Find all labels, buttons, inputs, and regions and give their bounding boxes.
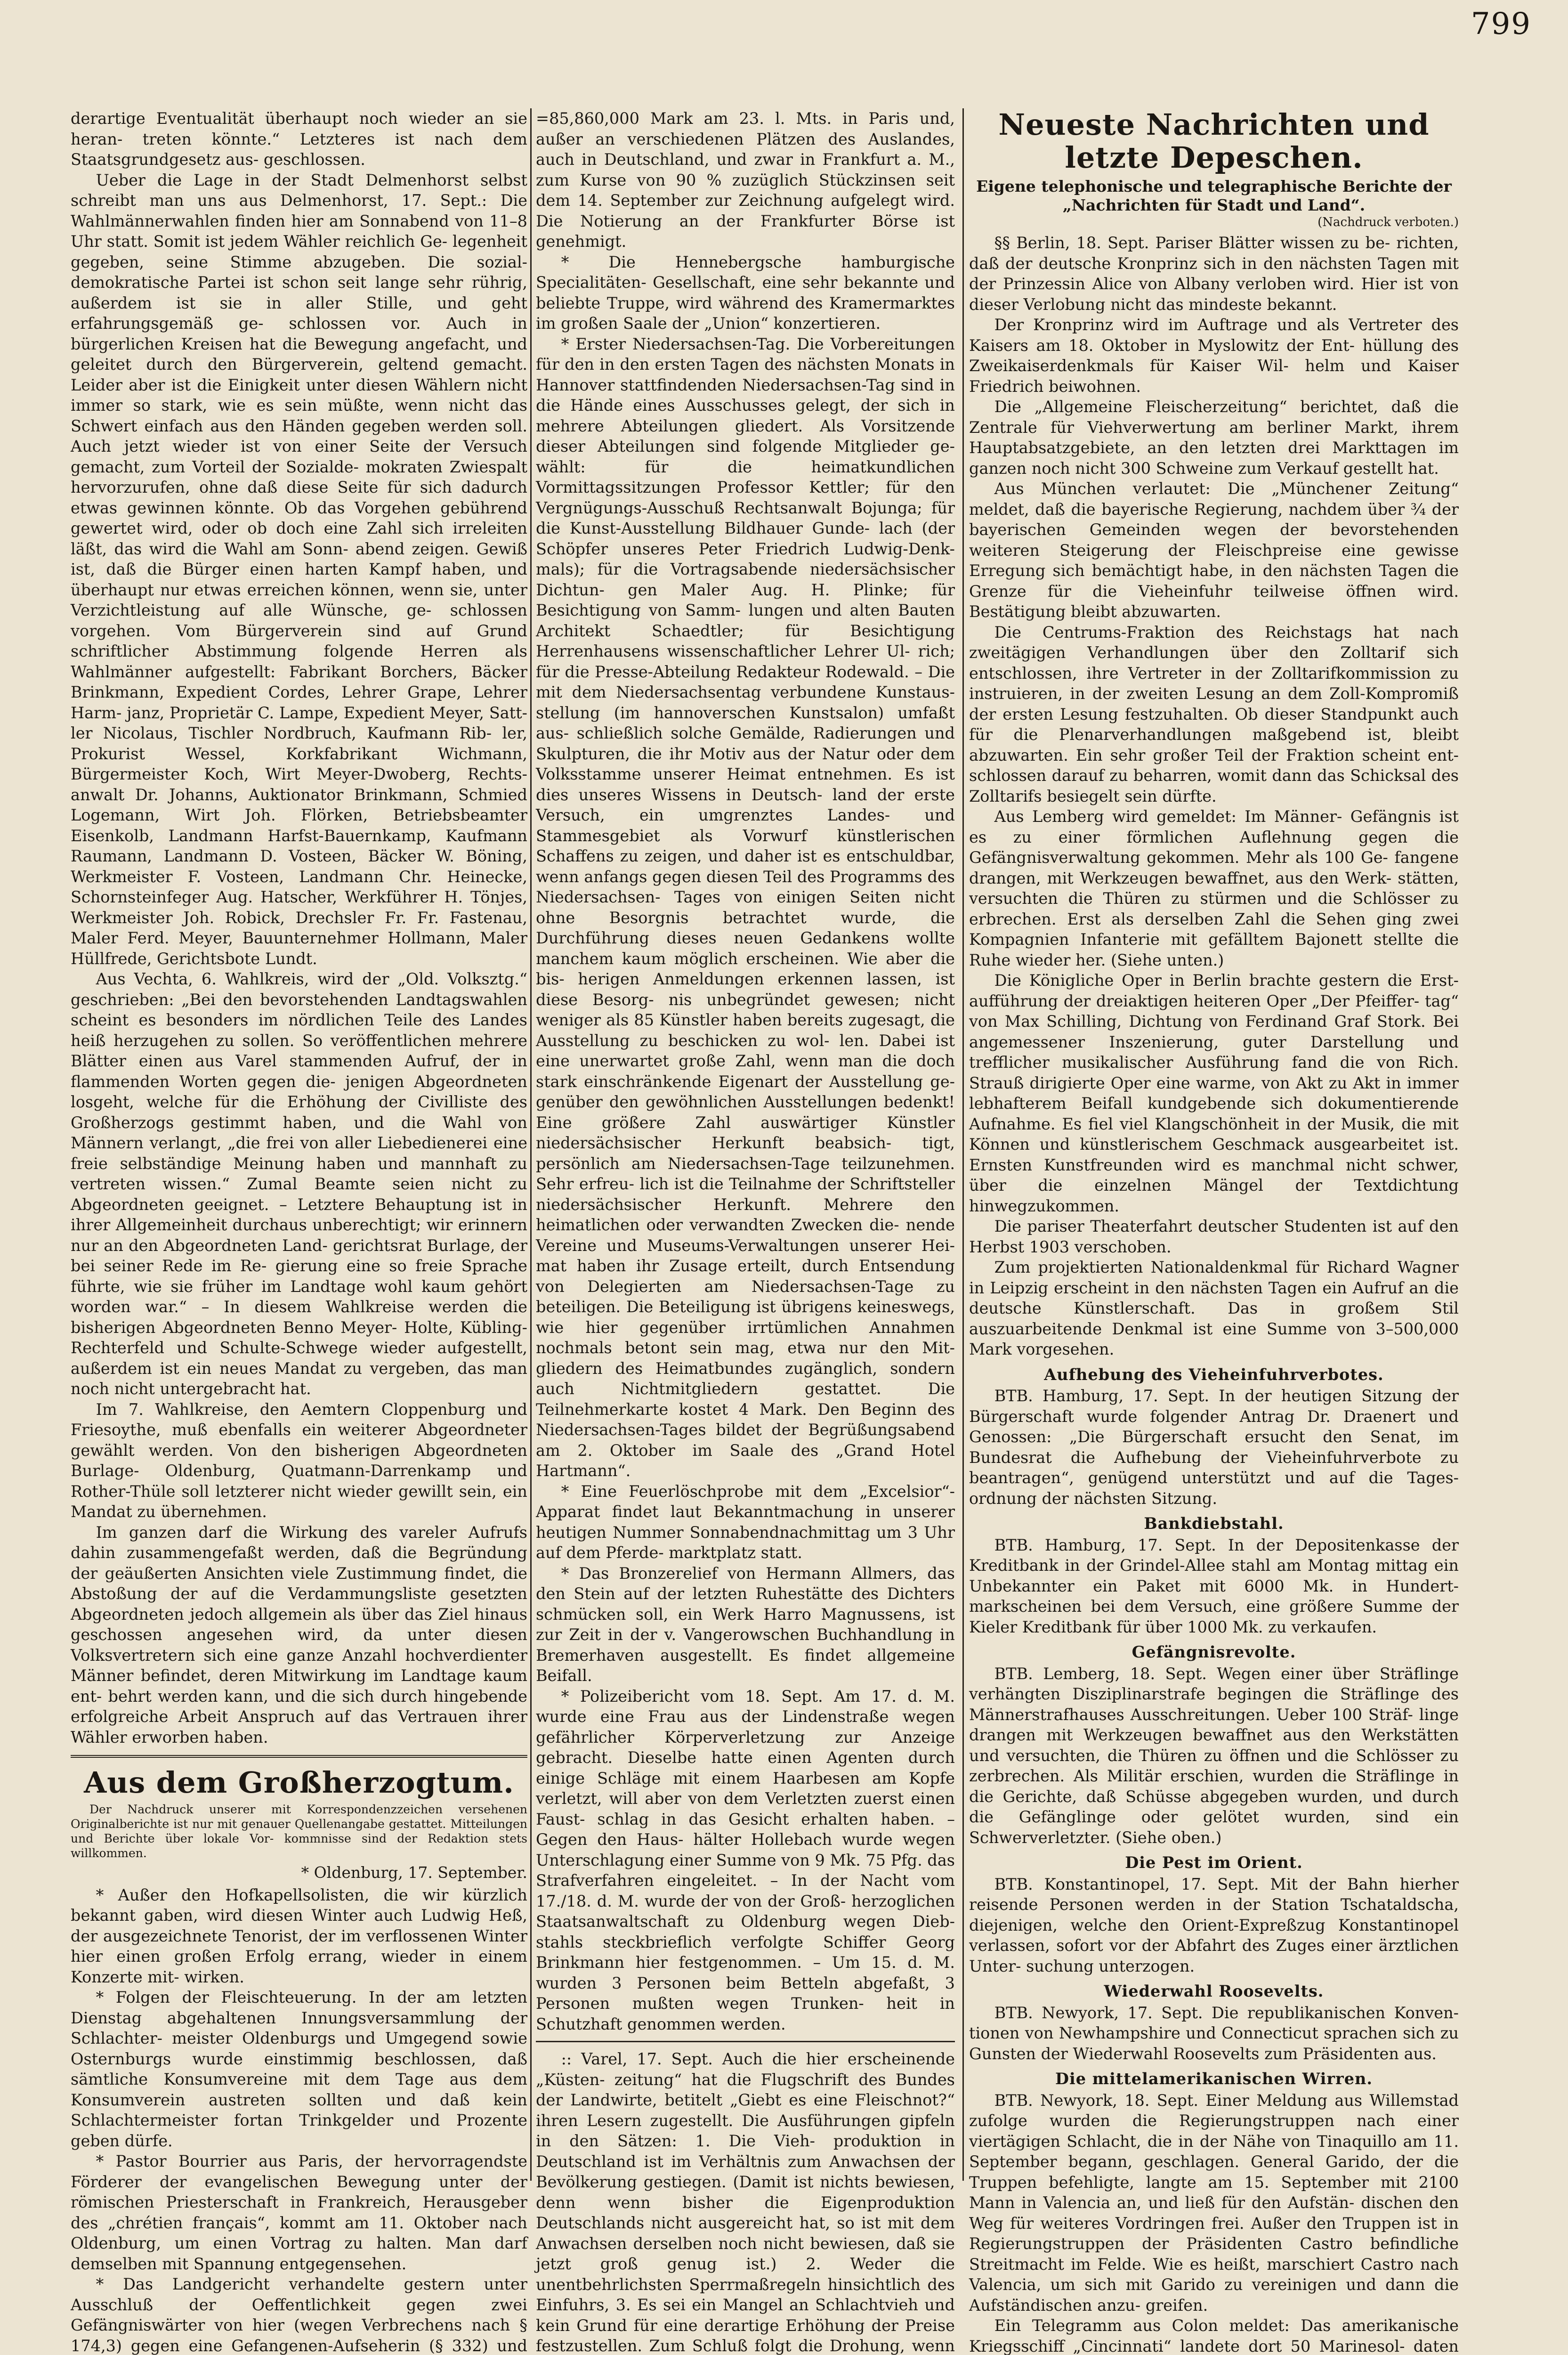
news-item: BTB. Newyork, 17. Sept. Die republikanischen Konven- tionen von Newhampshire und Connecticut sprachen sich zu Gunsten der Wiederwahl Roosevelts zum Präsidenten aus. [969,2003,1459,2063]
item-heading: Die Pest im Orient. [1125,1853,1303,1872]
news-item: BTB. Hamburg, 17. Sept. In der Depositenkasse der Kreditbank in der Grindel-Allee stahl am Montag mittag ein Unbekannter ein Paket mit 6000 Mk. in Hundert- markscheinen bei dem Versuch, eine größere Summe der Kieler Kreditbank für über 1000 Mk. zu verkaufen. [969,1535,1459,1636]
news-item: Ein Telegramm aus Colon meldet: Das amerikanische Kriegsschiff „Cincinnati“ landete dort 50 Marinesol- daten [969,2316,1459,2355]
column-2 [536,108,955,2355]
item-heading: Die mittelamerikanischen Wirren. [1055,2070,1373,2088]
news-item: BTB. Hamburg, 17. Sept. In der heutigen Sitzung der Bürgerschaft wurde folgender Antrag Dr. Draenert und Genossen: „Die Bürgerschaft ersucht den Senat, im Bundesrat die Aufhebung der Vieheinfuhrverbote zu beantragen“, genügend unterstützt und auf die Tages- ordnung der nächsten Sitzung. [969,1387,1459,1508]
article-paragraph: derartige Eventualität überhaupt noch wieder an sie heran- treten könnte.“ Letzteres ist nach dem Staatsgrundgesetz aus- geschlossen. [71,109,527,169]
news-item: Die Centrums-Fraktion des Reichstags hat nach zweitägigen Verhandlungen über den Zolltarif sich entschlossen, ihre Vertreter in der Zolltarifkommission zu instruieren, in der zweiten Lesung an dem Zoll-Kompromiß der ersten Lesung festzuhalten. Ob dieser Standpunkt auch für die Plenarverhandlungen maßgebend ist, bleibt abzuwarten. Ein sehr großer Teil der Fraktion scheint ent- schlossen darauf zu beharren, womit dann das Schicksal des Zolltarifs besiegelt sein dürfte. [969,623,1459,805]
news-item: Die pariser Theaterfahrt deutscher Studenten ist auf den Herbst 1903 verschoben. [969,1217,1459,1256]
news-item: * Eine Feuerlöschprobe mit dem „Excelsior“- Apparat findet laut Bekanntmachung in unserer heutigen Nummer Sonnabendnachmittag um 3 Uhr auf dem Pferde- marktplatz statt. [536,1482,955,1562]
section-divider [71,1755,527,1758]
news-item: * Erster Niedersachsen-Tag. Die Vorbereitungen für den in den ersten Tagen des nächsten Monats in Hannover stattfindenden Niedersachsen-Tag sind in die Hände eines Ausschusses gelegt, der sich in mehrere Abteilungen gliedert. Als Vorsitzende dieser Abteilungen sind folgende Mitglieder ge- wählt: für die heimatkundlichen Vormittagssitzungen Professor Kettler; für den Vergnügungs-Ausschuß Rechtsanwalt Bojunga; für die Kunst-Ausstellung Bildhauer Gunde- lach (der Schöpfer unseres Peter Friedrich Ludwig-Denk- mals); für die Vortragsabende niedersächsischer Dichtun- gen Maler Aug. H. Plinke; für Besichtigung von Samm- lungen und alten Bauten Architekt Schaedtler; für Besichtigung Herrenhausens wissenschaftlicher Lehrer Ul- rich; für die Presse-Abteilung Redakteur Rodewald. – Die mit dem Niedersachsentag verbundene Kunstaus- stellung (im hannoverschen Kunstsalon) umfaßt aus- schließlich solche Gemälde, Radierungen und Skulpturen, die ihr Motiv aus der Natur oder dem Volksstamme unserer Heimat entnehmen. Es ist dies unseres Wissens in Deutsch- land der erste Versuch, ein umgrenztes Landes- und Stammesgebiet als Vorwurf künstlerischen Schaffens zu zeigen, und daher ist es entschuldbar, wenn anfangs gegen diesen Teil des Programms des Niedersachsen- Tages von einigen Seiten nicht ohne Besorgnis betrachtet wurde, die Durchführung dieses neuen Gedankens wollte manchem kaum möglich erscheinen. Wie aber die bis- herigen Anmeldungen erkennen lassen, ist diese Besorg- nis unbegründet gewesen; nicht weniger als 85 Künstler haben bereits zugesagt, die Ausstellung zu beschicken zu wol- len. Dabei ist eine unerwartet große Zahl, wenn man die doch stark einschränkende Eigenart der Ausstellung ge- genüber den gewöhnlichen Ausstellungen bedenkt! Eine größere Zahl auswärtiger Künstler niedersächsischer Herkunft beabsich- tigt, persönlich am Niedersachsen-Tage teilzunehmen. Sehr erfreu- lich ist die Teilnahme der Schriftsteller niedersächsischer Herkunft. Mehrere den heimatlichen oder verwandten Zwecken die- nende Vereine und Museums-Verwaltungen unserer Hei- mat haben ihr Zusage erteilt, durch Entsendung von Delegierten am Niedersachsen-Tage zu beteiligen. Die Beteiligung ist übrigens keineswegs, wie hier gegenüber irrtümlichen Annahmen nochmals betont sein mag, etwa nur den Mit- gliedern des Heimatbundes zugänglich, sondern auch Nichtmitgliedern gestattet. Die Teilnehmerkarte kostet 4 Mark. Den Beginn des Niedersachsen-Tages bildet der Begrüßungsabend am 2. Oktober im Saale des „Grand Hotel Hartmann“. [536,334,955,1480]
section-title: Neueste Nachrichten und letzte Depeschen. [998,107,1430,175]
news-item: §§ Berlin, 18. Sept. Pariser Blätter wissen zu be- richten, daß der deutsche Kronprinz sich in den nächsten Tagen mit der Prinzessin Alice von Albany verloben wird. Hier ist von dieser Verlobung nicht das mindeste bekannt. [969,234,1459,314]
column-3 [969,107,1459,2355]
item-heading: Gefängnisrevolte. [1132,1643,1296,1661]
news-item: * Polizeibericht vom 18. Sept. Am 17. d. M. wurde eine Frau aus der Lindenstraße wegen gefährlicher Körperverletzung zur Anzeige gebracht. Dieselbe hatte einen Agenten durch einige Schläge mit einem Haarbesen am Kopfe verletzt, will aber von dem Verletzten zuerst einen Faust- schlag in das Gesicht erhalten haben. – Gegen den Haus- hälter Hollebach wurde wegen Unterschlagung einer Summe von 9 Mk. 75 Pfg. das Strafverfahren eingeleitet. – In der Nacht vom 17./18. d. M. wurde der von der Groß- herzoglichen Staatsanwaltschaft zu Oldenburg wegen Dieb- stahls steckbrieflich verfolgte Schiffer Georg Brinkmann hier festgenommen. – Um 15. d. M. wurden 3 Personen beim Betteln abgefaßt, 3 Personen mußten wegen Trunken- heit in Schutzhaft genommen werden. [536,1687,955,2033]
news-item: * Die Hennebergsche hamburgische Specialitäten- Gesellschaft, eine sehr bekannte und beliebte Truppe, wird während des Kramermarktes im großen Saale der „Union“ konzertieren. [536,252,955,333]
item-heading: Wiederwahl Roosevelts. [1104,1982,1324,2000]
news-item: Die Königliche Oper in Berlin brachte gestern die Erst- aufführung der dreiaktigen heiteren Oper „Der Pfeiffer- tag“ von Max Schilling, Dichtung von Ferdinand Graf Stork. Bei angemessener Inszenierung, guter Darstellung und trefflicher musikalischer Ausführung fand die von Rich. Strauß dirigierte Oper eine warme, von Akt zu Akt in immer lebhafterem Beifall kundgebende sich dokumentierende Aufnahme. Es fiel viel Klangschönheit in der Musik, die mit Können und künstlerischem Geschmack ausgearbeitet ist. Ernsten Kunstfreunden wird es manchmal nicht schwer, über die einzelnen Mängel der Textdichtung hinwegzukommen. [969,971,1459,1215]
news-item: * Außer den Hofkapellsolisten, die wir kürzlich bekannt gaben, wird diesen Winter auch Ludwig Heß, der ausgezeichnete Tenorist, der im verflossenen Winter hier einen großen Erfolg errang, wieder in einem Konzerte mit- wirken. [71,1885,527,1986]
news-item: BTB. Lemberg, 18. Sept. Wegen einer über Sträflinge verhängten Disziplinarstrafe begingen die Sträflinge des Männerstrafhauses Ausschreitungen. Ueber 100 Sträf- linge drangen mit Werkzeugen bewaffnet aus den Werkstätten und versuchten, die Thüren zu öffnen und die Schlösser zu zerbrechen. Als Militär erschien, wurden die Sträflinge in die Gerichte, daß Schüsse abgegeben wurden, und durch die Gefänglinge oder gelötet wurden, sind ein Schwerverletzter. (Siehe oben.) [969,1664,1459,1847]
news-item: * Pastor Bourrier aus Paris, der hervorragendste Förderer der evangelischen Bewegung unter der römischen Priesterschaft in Frankreich, Herausgeber des „chrétien français“, kommt am 11. Oktober nach Oldenburg, um einen Vortrag zu halten. Man darf demselben mit Spannung entgegensehen. [71,2152,527,2273]
news-item: * Folgen der Fleischteuerung. In der am letzten Dienstag abgehaltenen Innungsversammlung der Schlachter- meister Oldenburgs und Umgegend sowie Osternburgs wurde einstimmig beschlossen, daß sämtliche Konsumvereine mit dem Tage aus dem Konsumverein austreten sollten und daß kein Schlachtermeister fortan Trinkgelder und Prozente geben dürfe. [71,1988,527,2150]
news-item: Aus Lemberg wird gemeldet: Im Männer- Gefängnis ist es zu einer förmlichen Auflehnung gegen die Gefängnisverwaltung gekommen. Mehr als 100 Ge- fangene drangen, mit Werkzeugen bewaffnet, aus den Werk- stätten, versuchten die Thüren zu stürmen und die Schlösser zu erbrechen. Erst als derselben Zahl die Sehen ging zwei Kompagnien Infanterie mit gefälltem Bajonett stellte die Ruhe wieder her. (Siehe unten.) [969,807,1459,969]
news-item: Aus München verlautet: Die „Münchener Zeitung“ meldet, daß die bayerische Regierung, nachdem über ¾ der bayerischen Gemeinden wegen der bevorstehenden weiteren Steigerung der Fleischpreise eine gewisse Erregung sich bemächtigt habe, in den nächsten Tagen die Grenze für die Vieheinfuhr teilweise öffnen wird. Bestätigung bleibt abzuwarten. [969,479,1459,621]
reprint-notice: Der Nachdruck unserer mit Korrespondenzzeichen versehenen Originalberichte ist nur mit genauer Quellenangabe gestattet. Mitteilungen und Berichte über lokale Vor- kommnisse sind der Redaktion stets willkommen. [71,1803,527,1860]
news-item: BTB. Konstantinopel, 17. Sept. Mit der Bahn hierher reisende Personen werden in der Station Tschataldscha, diejenigen, welche den Orient-Expreßzug Konstantinopel verlassen, sofort vor der Abfahrt des Zuges einer ärztlichen Unter- suchung unterzogen. [969,1875,1459,1975]
news-item: =85,860,000 Mark am 23. l. Mts. in Paris und, außer an verschiedenen Plätzen des Auslandes, auch in Deutschland, und zwar in Frankfurt a. M., zum Kurse von 90 % zuzüglich Stückzinsen seit dem 14. September zur Zeichnung aufgelegt wird. Die Notierung an der Frankfurter Börse ist genehmigt. [536,109,955,251]
news-item: Zum projektierten Nationaldenkmal für Richard Wagner in Leipzig erscheint in den nächsten Tagen ein Aufruf an die deutsche Künstlerschaft. Das in großem Stil auszuarbeitende Denkmal ist eine Summe von 3–500,000 Mark vorgesehen. [969,1258,1459,1358]
article-paragraph: Im 7. Wahlkreise, den Aemtern Cloppenburg und Friesoythe, muß ebenfalls ein weiterer Abgeordneter gewählt werden. Von den bisherigen Abgeordneten Burlage- Oldenburg, Quatmann-Darrenkamp und Rother-Thüle soll letzterer nicht wieder gewillt sein, ein Mandat zu übernehmen. [71,1400,527,1521]
article-paragraph: Aus Vechta, 6. Wahlkreis, wird der „Old. Volksztg.“ geschrieben: „Bei den bevorstehenden Landtagswahlen scheint es besonders im nördlichen Teile des Landes heiß herzugehen zu sollen. So veröffentlichen mehrere Blätter einen aus Varel stammenden Aufruf, der in flammenden Worten gegen die- jenigen Abgeordneten losgeht, welche für die Erhöhung der Civilliste des Großherzogs gestimmt haben, und die Wahl von Männern verlangt, „die frei von aller Liebedienerei eine freie selbständige Meinung haben und mannhaft zu vertreten wissen.“ Zumal Beamte seien nicht zu Abgeordneten geeignet. – Letztere Behauptung ist in ihrer Allgemeinheit durchaus unberechtigt; wir erinnern nur an den Abgeordneten Land- gerichtsrat Burlage, der bei seiner Rede im Re- gierung eine so freie Sprache führte, wie sie früher im Landtage wohl kaum gehört worden war.“ – In diesem Wahlkreise werden die bisherigen Abgeordneten Benno Meyer- Holte, Kübling-Rechterfeld und Schulte-Schwege wieder aufgestellt, außerdem ist ein neues Mandat zu vergeben, das man noch nicht untergebracht hat. [71,970,527,1398]
reprint-note: (Nachdruck verboten.) [1317,215,1459,229]
column-rule [530,108,532,2181]
column-rule [962,108,964,2181]
dateline: * Oldenburg, 17. September. [301,1863,527,1882]
news-item: Der Kronprinz wird im Auftrage und als Vertreter des Kaisers am 18. Oktober in Myslowitz der Ent- hüllung des Zweikaiserdenkmals für Kaiser Wil- helm und Kaiser Friedrich beiwohnen. [969,316,1459,396]
item-divider [536,2041,955,2042]
item-heading: Bankdiebstahl. [1144,1514,1284,1533]
article-paragraph: Ueber die Lage in der Stadt Delmenhorst selbst schreibt man uns aus Delmenhorst, 17. Sept.: Die Wahlmännerwahlen finden hier am Sonnabend von 11–8 Uhr statt. Somit ist jedem Wähler reichlich Ge- legenheit gegeben, seine Stimme abzugeben. Die sozial- demokratische Partei ist schon seit lange sehr rührig, außerdem ist sie in aller Stille, und geht erfahrungsgemäß ge- schlossen vor. Auch in bürgerlichen Kreisen hat die Bewegung angefacht, und geleitet durch den Bürgerverein, geltend gemacht. Leider aber ist die Einigkeit unter diesen Wählern nicht immer so stark, wie es sein müßte, wenn nicht das Schwert einfach aus den Händen gegeben werden soll. Auch jetzt wieder ist von einer Seite der Versuch gemacht, zum Vorteil der Sozialde- mokraten Zwiespalt hervorzurufen, ohne daß diese Seite für sich dadurch etwas gewinnen könnte. Ob das Vorgehen gebührend gewertet wird, oder ob doch eine Zahl sich irreleiten läßt, das wird die Wahl am Sonn- abend zeigen. Gewiß ist, daß die Bürger einen harten Kampf haben, und überhaupt nur etwas erreichen können, wenn sie, unter Verzichtleistung auf alle Wünsche, ge- schlossen vorgehen. Vom Bürgerverein sind auf Grund schriftlicher Abstimmung folgende Herren als Wahlmänner aufgestellt: Fabrikant Borchers, Bäcker Brinkmann, Expedient Cordes, Lehrer Grape, Lehrer Harm- janz, Proprietär C. Lampe, Expedient Meyer, Satt- ler Nicolaus, Tischler Nordbruch, Kaufmann Rib- ler, Prokurist Wessel, Korkfabrikant Wichmann, Bürgermeister Koch, Wirt Meyer-Dwoberg, Rechts- anwalt Dr. Johanns, Auktionator Brinkmann, Schmied Logemann, Wirt Joh. Flörken, Betriebsbeamter Eisenkolb, Landmann Harfst-Bauernkamp, Kaufmann Raumann, Landmann D. Vosteen, Bäcker W. Böning, Werkmeister F. Vosteen, Landmann Chr. Heinecke, Schornsteinfeger Aug. Hatscher, Werkführer H. Tönjes, Werkmeister Joh. Robick, Drechsler Fr. Fr. Fastenau, Maler Ferd. Meyer, Bauunternehmer Hollmann, Maler Hüllfrede, Gerichtsbote Lundt. [71,171,527,968]
news-item: :: Varel, 17. Sept. Auch die hier erscheinende „Küsten- zeitung“ hat die Flugschrift des Bundes der Landwirte, betitelt „Giebt es eine Fleischnot?“ ihren Lesern zugestellt. Die Ausführungen gipfeln in den Sätzen: 1. Die Vieh- produktion in Deutschland ist im Verhältnis zum Anwachsen der Bevölkerung gestiegen. (Damit ist nichts bewiesen, denn wenn bisher die Eigenproduktion Deutschlands nicht ausgereicht hat, so ist mit dem Anwachsen derselben noch nicht bewiesen, daß sie jetzt groß genug ist.) 2. Weder die unentbehrlichsten Sperrmaßregeln hinsichtlich des Einfuhrs, 3. Es sei ein Mangel an Schlachtvieh und kein Grund für eine derartige Erhöhung der Preise festzustellen. Zum Schluß folgt die Drohung, wenn [536,2050,955,2355]
news-item: BTB. Newyork, 18. Sept. Einer Meldung aus Willemstad zufolge wurden die Regierungstruppen nach einer viertägigen Schlacht, die in der Nähe von Tinaquillo am 11. September begann, geschlagen. General Garido, der die Truppen befehligte, langte am 15. September mit 2100 Mann in Valencia an, und ließ für den Aufstän- dischen den Weg für weiteres Vordringen frei. Außer den Truppen ist in Regierungstruppen der Präsidenten Castro befindliche Streitmacht im Felde. Wie es heißt, marschiert Castro nach Valencia, um sich mit Garido zu vereinigen und dann die Aufständischen anzu- greifen. [969,2091,1459,2314]
column-1 [71,108,527,2355]
news-item: * Das Landgericht verhandelte gestern unter Ausschluß der Oeffentlichkeit gegen zwei Gefängniswärter von hier (wegen Verbrechens nach § 174,3) gegen eine Gefangenen-Aufseherin (§ 332) und [71,2275,527,2355]
section-subtitle: Eigene telephonische und telegraphische Berichte der „Nachrichten für Stadt und Land“. [976,177,1452,214]
news-item: * Das Bronzerelief von Hermann Allmers, das den Stein auf der letzten Ruhestätte des Dichters schmücken soll, ein Werk Harro Magnussens, ist zur Zeit in der v. Vangerowschen Buchhandlung in Bremerhaven ausgestellt. Es findet allgemeine Beifall. [536,1564,955,1685]
article-paragraph: Im ganzen darf die Wirkung des vareler Aufrufs dahin zusammengefaßt werden, daß die Begründung der geäußerten Ansichten viele Zustimmung findet, die Abstoßung der auf die Verdammungsliste gesetzten Abgeordneten jedoch allgemein als über das Ziel hinaus geschossen angesehen wird, da unter diesen Volksvertretern sich eine ganze Anzahl hochverdienter Männer befindet, deren Mitwirkung im Landtage kaum ent- behrt werden kann, und die sich durch hingebende erfolgreiche Arbeit Anspruch auf das Vertrauen ihrer Wähler erworben haben. [71,1523,527,1746]
section-title: Aus dem Großherzogtum. [84,1765,514,1800]
news-item: Die „Allgemeine Fleischerzeitung“ berichtet, daß die Zentrale für Viehverwertung am berliner Markt, ihrem Hauptabsatzgebiete, an den letzten drei Markttagen im ganzen noch nicht 300 Schweine zum Verkauf gestellt hat. [969,398,1459,478]
item-heading: Aufhebung des Vieheinfuhrverbotes. [1044,1365,1384,1384]
page-number: 799 [1471,7,1531,41]
